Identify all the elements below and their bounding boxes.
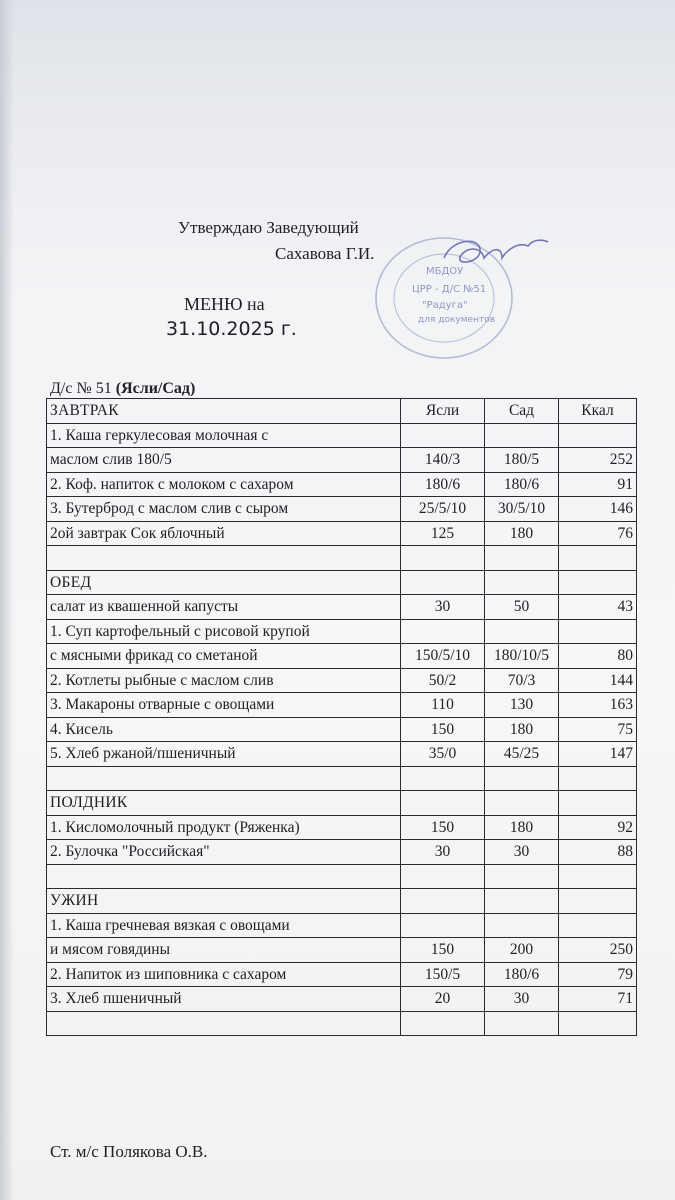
garden-cell: 180 [485, 521, 559, 546]
kcal-cell [559, 889, 637, 914]
menu-table [46, 398, 637, 1036]
table-row [47, 497, 637, 522]
garden-cell: 180/6 [485, 472, 559, 497]
dish-cell: маслом слив 180/5 [47, 448, 401, 473]
stamp-line1: МБДОУ [426, 266, 464, 277]
table-row [47, 1011, 637, 1036]
table-row [47, 864, 637, 889]
nursery-cell: 30 [401, 840, 485, 865]
table-row [47, 889, 637, 914]
garden-cell [485, 423, 559, 448]
nursery-cell [401, 619, 485, 644]
table-row [47, 693, 637, 718]
nursery-cell [401, 913, 485, 938]
table-row [47, 815, 637, 840]
nursery-cell [401, 864, 485, 889]
nursery-cell: 150 [401, 938, 485, 963]
kcal-cell: 80 [559, 644, 637, 669]
table-row [47, 668, 637, 693]
kcal-cell: 92 [559, 815, 637, 840]
dish-cell: ПОЛДНИК [47, 791, 401, 816]
school-label [50, 380, 195, 398]
table-row [47, 840, 637, 865]
kcal-cell: 250 [559, 938, 637, 963]
nursery-cell: Ясли [401, 399, 485, 424]
table-row [47, 521, 637, 546]
nursery-cell [401, 889, 485, 914]
nursery-cell [401, 791, 485, 816]
table-header-row [47, 399, 637, 424]
table-row [47, 791, 637, 816]
dish-cell: 5. Хлеб ржаной/пшеничный [47, 742, 401, 767]
kcal-cell: 144 [559, 668, 637, 693]
garden-cell [485, 889, 559, 914]
table-row [47, 742, 637, 767]
dish-cell: 2. Булочка "Российская" [47, 840, 401, 865]
table-row [47, 962, 637, 987]
kcal-cell: 252 [559, 448, 637, 473]
dish-cell: 2. Котлеты рыбные с маслом слив [47, 668, 401, 693]
garden-cell [485, 1011, 559, 1036]
kcal-cell [559, 570, 637, 595]
dish-cell [47, 1011, 401, 1036]
menu-date: 31.10.2025 г. [166, 318, 297, 340]
garden-cell: 180 [485, 815, 559, 840]
school-prefix: Д/с № 51 [50, 380, 112, 397]
nursery-cell [401, 546, 485, 571]
menu-title: МЕНЮ на [184, 294, 265, 314]
nursery-cell: 35/0 [401, 742, 485, 767]
official-stamp [352, 218, 552, 378]
nursery-cell: 180/6 [401, 472, 485, 497]
kcal-cell [559, 913, 637, 938]
dish-cell: УЖИН [47, 889, 401, 914]
garden-cell: 180/5 [485, 448, 559, 473]
nursery-cell [401, 423, 485, 448]
kcal-cell [559, 619, 637, 644]
dish-cell: 1. Каша геркулесовая молочная с [47, 423, 401, 448]
dish-cell: с мясными фрикад со сметаной [47, 644, 401, 669]
table-row [47, 423, 637, 448]
nursery-cell: 150 [401, 717, 485, 742]
dish-cell: ОБЕД [47, 570, 401, 595]
dish-cell [47, 864, 401, 889]
kcal-cell: 147 [559, 742, 637, 767]
garden-cell: 30 [485, 987, 559, 1012]
dish-cell [47, 546, 401, 571]
nursery-cell [401, 766, 485, 791]
garden-cell: 30/5/10 [485, 497, 559, 522]
garden-cell [485, 864, 559, 889]
garden-cell: 45/25 [485, 742, 559, 767]
table-row [47, 987, 637, 1012]
kcal-cell [559, 791, 637, 816]
nursery-cell: 110 [401, 693, 485, 718]
dish-cell: 1. Каша гречневая вязкая с овощами [47, 913, 401, 938]
nursery-cell: 50/2 [401, 668, 485, 693]
stamp-line2: ЦРР - Д/С №51 [412, 284, 487, 295]
garden-cell [485, 766, 559, 791]
stamp-line3: "Радуга" [422, 300, 468, 311]
dish-cell: 3. Хлеб пшеничный [47, 987, 401, 1012]
dish-cell: 1. Кисломолочный продукт (Ряженка) [47, 815, 401, 840]
dish-cell [47, 766, 401, 791]
garden-cell [485, 546, 559, 571]
table-row [47, 570, 637, 595]
table-row [47, 644, 637, 669]
kcal-cell: 71 [559, 987, 637, 1012]
kcal-cell: 79 [559, 962, 637, 987]
table-row [47, 913, 637, 938]
garden-cell: 180/10/5 [485, 644, 559, 669]
nursery-cell: 25/5/10 [401, 497, 485, 522]
kcal-cell [559, 546, 637, 571]
nursery-cell: 140/3 [401, 448, 485, 473]
nurse-signature: Ст. м/с Полякова О.В. [50, 1142, 208, 1161]
table-row [47, 766, 637, 791]
school-group: (Ясли/Сад) [115, 380, 196, 397]
kcal-cell [559, 1011, 637, 1036]
page-shadow [0, 0, 14, 1200]
nursery-cell: 30 [401, 595, 485, 620]
dish-cell: 1. Суп картофельный с рисовой крупой [47, 619, 401, 644]
kcal-cell: 146 [559, 497, 637, 522]
nursery-cell: 150 [401, 815, 485, 840]
dish-cell: и мясом говядины [47, 938, 401, 963]
kcal-cell: 76 [559, 521, 637, 546]
approve-title: Утверждаю Заведующий [178, 218, 359, 237]
dish-cell: 2ой завтрак Сок яблочный [47, 521, 401, 546]
garden-cell: 180/6 [485, 962, 559, 987]
garden-cell [485, 791, 559, 816]
nursery-cell [401, 1011, 485, 1036]
garden-cell [485, 570, 559, 595]
garden-cell: 200 [485, 938, 559, 963]
dish-cell: 3. Бутерброд с маслом слив с сыром [47, 497, 401, 522]
kcal-cell: 163 [559, 693, 637, 718]
dish-cell: салат из квашенной капусты [47, 595, 401, 620]
kcal-cell: 43 [559, 595, 637, 620]
garden-cell: Сад [485, 399, 559, 424]
dish-cell: 2. Напиток из шиповника с сахаром [47, 962, 401, 987]
garden-cell: 30 [485, 840, 559, 865]
table-row [47, 938, 637, 963]
kcal-cell [559, 423, 637, 448]
nursery-cell: 150/5 [401, 962, 485, 987]
dish-cell: 2. Коф. напиток с молоком с сахаром [47, 472, 401, 497]
garden-cell: 130 [485, 693, 559, 718]
kcal-cell: Ккал [559, 399, 637, 424]
table-row [47, 472, 637, 497]
table-row [47, 595, 637, 620]
nursery-cell [401, 570, 485, 595]
dish-cell: 3. Макароны отварные с овощами [47, 693, 401, 718]
stamp-line4: для документов [418, 315, 496, 325]
kcal-cell: 75 [559, 717, 637, 742]
table-row [47, 619, 637, 644]
table-row [47, 717, 637, 742]
dish-cell: 4. Кисель [47, 717, 401, 742]
dish-cell: ЗАВТРАК [47, 399, 401, 424]
garden-cell [485, 619, 559, 644]
garden-cell: 50 [485, 595, 559, 620]
nursery-cell: 125 [401, 521, 485, 546]
nursery-cell: 20 [401, 987, 485, 1012]
approve-name: Сахавова Г.И. [275, 244, 375, 263]
garden-cell: 70/3 [485, 668, 559, 693]
table-row [47, 546, 637, 571]
nursery-cell: 150/5/10 [401, 644, 485, 669]
garden-cell [485, 913, 559, 938]
garden-cell: 180 [485, 717, 559, 742]
kcal-cell [559, 766, 637, 791]
kcal-cell: 91 [559, 472, 637, 497]
table-row [47, 448, 637, 473]
kcal-cell: 88 [559, 840, 637, 865]
kcal-cell [559, 864, 637, 889]
